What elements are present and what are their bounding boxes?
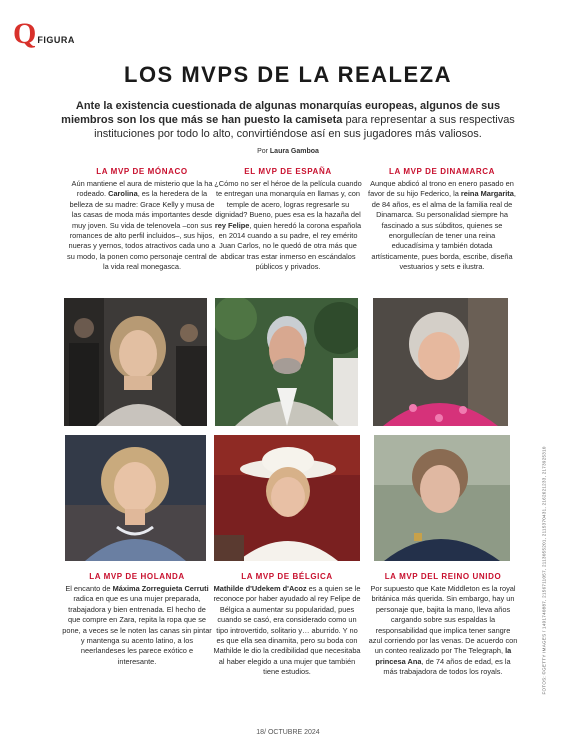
byline-author: Laura Gamboa xyxy=(269,148,319,155)
profile-body xyxy=(367,179,517,273)
profile-body xyxy=(62,584,212,667)
section-label: FIGURA xyxy=(37,35,75,45)
profile-body xyxy=(212,584,362,678)
photo-maxima xyxy=(65,435,206,561)
profile-name: Mathilde d'Udekem d'Acoz xyxy=(213,584,307,593)
photo-carolina xyxy=(64,298,207,426)
profile-text-a: Por supuesto que Kate Middleton es la royal británica más querida. Sin embargo, hay un personaje que, bajita la mano, lleva años cargando sobre sus espaldas la responsabilidad que implica tener sangre azul corriendo por las venas. De acuerdo con un conteo realizado por The Telegraph, xyxy=(368,584,518,656)
profile-name: reina Margarita xyxy=(460,189,514,199)
profile-body xyxy=(67,179,217,273)
byline-prefix: Por xyxy=(257,148,270,155)
profile-text-a: Aún mantiene el aura de misterio que la ha rodeado. xyxy=(71,179,213,199)
profile-spain xyxy=(213,167,363,273)
profile-text-b: , es la heredera de la belleza de su madre: Grace Kelly y musa de las casas de moda más importantes desde muy joven. Su vida de telenovela –con sus romances de alto perfil incluidos–, sus hijos, nueras y yernos, todos atractivos cada uno a su modo, la ponen como personaje central de la vida real monegasca. xyxy=(67,189,217,272)
magazine-brand xyxy=(13,17,75,50)
photo-mathilde xyxy=(214,435,360,561)
intro-plain: para representar a sus respectivas instituciones por todo lo alto, convirtiéndose así en sus jugadores más valiosos. xyxy=(94,114,515,140)
page-title: LOS MVPS DE LA REALEZA xyxy=(124,62,452,87)
profile-heading: LA MVP DE MÓNACO xyxy=(96,167,188,176)
profile-text-b: radica en que es una mujer preparada, trabajadora y bien entrenada. El hecho de que compre en Zara, repita la ropa que se pone, a veces se le noten las canas sin pintar y mantenga su acento latino, a los neerlandeses les parece exótico e interesante. xyxy=(62,594,212,666)
photo-credit xyxy=(539,446,549,700)
profile-text-b: es a quien se le reconoce por haber ayudado al rey Felipe de Bélgica a aumentar su popularidad, pues cuando se casó, era considerado como un tipo introvertido, solitario y… aburrido. Y no es que ella sea dinamita, pero su boda con Mathilde le dio la credibilidad que necesitaba al haber elegido a una mujer que también tiene estudios. xyxy=(213,584,361,677)
profile-monaco xyxy=(67,167,217,273)
photo-margarita xyxy=(373,298,508,426)
page-footer: 18/ OCTUBRE 2024 xyxy=(256,729,320,736)
profile-heading: LA MVP DE DINAMARCA xyxy=(388,167,496,176)
profile-name: rey Felipe xyxy=(214,220,250,230)
profile-denmark xyxy=(367,167,517,273)
profile-body xyxy=(213,179,363,273)
profile-heading: LA MVP DE HOLANDA xyxy=(89,572,185,581)
profile-heading: EL MVP DE ESPAÑA xyxy=(244,167,332,176)
intro-bold: Ante la existencia cuestionada de algunas monarquías europeas, algunos de sus miembros son los que más se han puesto la camiseta xyxy=(61,100,501,126)
profile-text-a: Aunque abdicó al trono en enero pasado en favor de su hijo Federico, la xyxy=(368,179,514,199)
profile-text-a: ¿Cómo no ser el héroe de la película cuando te entregan una monarquía en llamas y, con temple de acero, logras regresarle su dignidad? Bueno, pues esa es la hazaña del xyxy=(214,179,362,220)
profile-text-b: , de 84 años, es el alma de la familia real de Dinamarca. Su personalidad siempre ha fascinado a sus súbditos, quienes se enorgullecían de tener una reina educadísima y también dotada artísticamente, pues borda, escribe, diseña vestuarios y sets e ilustra. xyxy=(371,189,516,272)
profile-text-b: , quien heredó la corona española en 2014 cuando a su padre, el rey emérito Juan Carlos, no le quedó de otra más que abdicar tras estar inmerso en escándalos públicos y privados. xyxy=(218,220,362,272)
photo-felipe xyxy=(215,298,358,426)
profile-text-a: El encanto de xyxy=(65,584,113,593)
profile-text-b: , de 74 años de edad, es la más trabajadora de todos los royals. xyxy=(383,656,511,677)
brand-logo-q: Q xyxy=(13,17,37,50)
profile-name: la princesa Ana xyxy=(375,646,512,666)
byline xyxy=(0,148,576,155)
profile-heading: LA MVP DE BÉLGICA xyxy=(241,572,333,581)
profile-body xyxy=(368,584,518,678)
profile-heading: LA MVP DEL REINO UNIDO xyxy=(384,572,502,581)
photo-ana xyxy=(374,435,510,561)
profile-uk xyxy=(368,572,518,678)
profile-belgium xyxy=(212,572,362,678)
photo-credit-text: FOTOS: ©GETTY IMAGES / 1491740887, 2156711057, 2113055201, 2115370431, 2162621233, 2173925310 xyxy=(541,446,547,695)
profile-name: Carolina xyxy=(108,189,138,199)
intro-deck xyxy=(58,99,518,141)
profile-name: Máxima Zorreguieta Cerruti xyxy=(112,584,209,593)
profile-netherlands xyxy=(62,572,212,667)
